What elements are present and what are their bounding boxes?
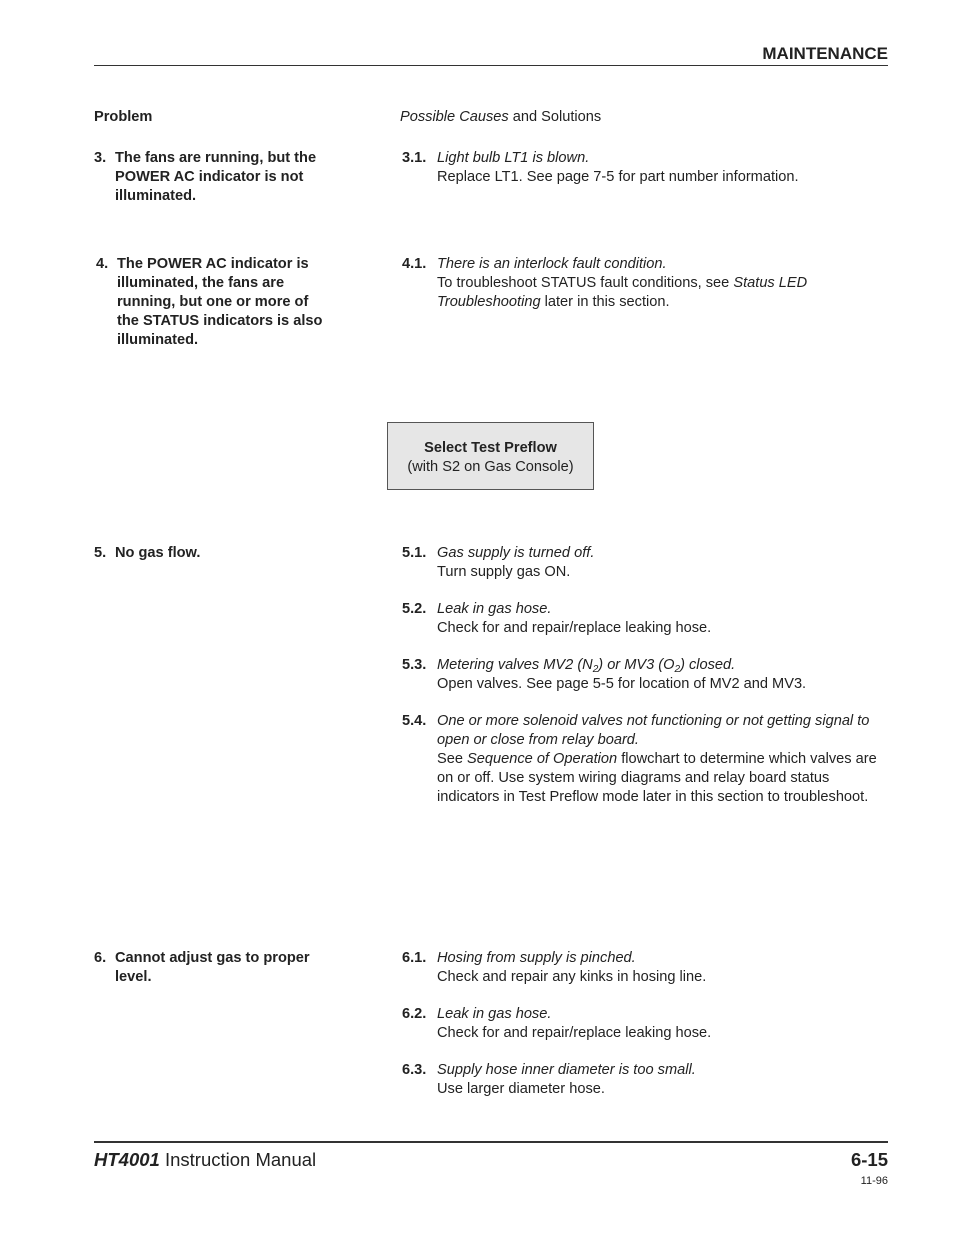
problem-5: 5. No gas flow. bbox=[94, 545, 201, 561]
cause-6-1: 6.1. Hosing from supply is pinched. Check and repair any kinks in hosing line. bbox=[402, 950, 707, 985]
cause-5-4: 5.4. One or more solenoid valves not functioning or not getting signal to open or close from relay board. See Sequence of Operation flowchart to determine which valves are on or off. Use system wiring diagrams and relay board status indicators in Test Preflow mode later in this section to troubleshoot. bbox=[402, 713, 877, 805]
problem-6: 6. Cannot adjust gas to proper level. bbox=[94, 950, 310, 985]
cause-5-2: 5.2. Leak in gas hose. Check for and repair/replace leaking hose. bbox=[402, 601, 712, 636]
problem-3: 3. The fans are running, but the POWER AC indicator is not illuminated. bbox=[94, 150, 317, 204]
cause-5-1: 5.1. Gas supply is turned off. Turn supply gas ON. bbox=[402, 545, 595, 580]
column-header-causes: Possible Causes and Solutions bbox=[400, 109, 602, 125]
manual-title: HT4001 Instruction Manual bbox=[94, 1149, 317, 1170]
footer-rule bbox=[94, 1141, 888, 1143]
cause-4-1: 4.1. There is an interlock fault condition. To troubleshoot STATUS fault conditions, see Status LED Troubleshooting later in this section. bbox=[402, 256, 808, 310]
section-title: MAINTENANCE bbox=[762, 44, 888, 63]
test-preflow-mode-box: Select Test Preflow (with S2 on Gas Console) bbox=[387, 422, 594, 490]
cause-6-3: 6.3. Supply hose inner diameter is too small. Use larger diameter hose. bbox=[402, 1062, 696, 1097]
cause-6-2: 6.2. Leak in gas hose. Check for and repair/replace leaking hose. bbox=[402, 1006, 712, 1041]
problem-4: 4. The POWER AC indicator is illuminated, the fans are running, but one or more of the STATUS indicators is also illuminated. bbox=[96, 256, 323, 348]
cause-5-3: 5.3. Metering valves MV2 $(N_2)$ or MV3 $(O_2)$ closed. Open valves. See page 5-5 for location of MV2 and MV3. bbox=[402, 657, 807, 692]
revision-date: 11-96 bbox=[860, 1175, 888, 1187]
header-rule bbox=[94, 65, 888, 66]
column-header-problem: Problem bbox=[94, 109, 153, 125]
cause-3-1: 3.1. Light bulb LT1 is blown. Replace LT1. See page 7-5 for part number information. bbox=[402, 150, 799, 185]
page-number: 6-15 bbox=[850, 1149, 888, 1170]
